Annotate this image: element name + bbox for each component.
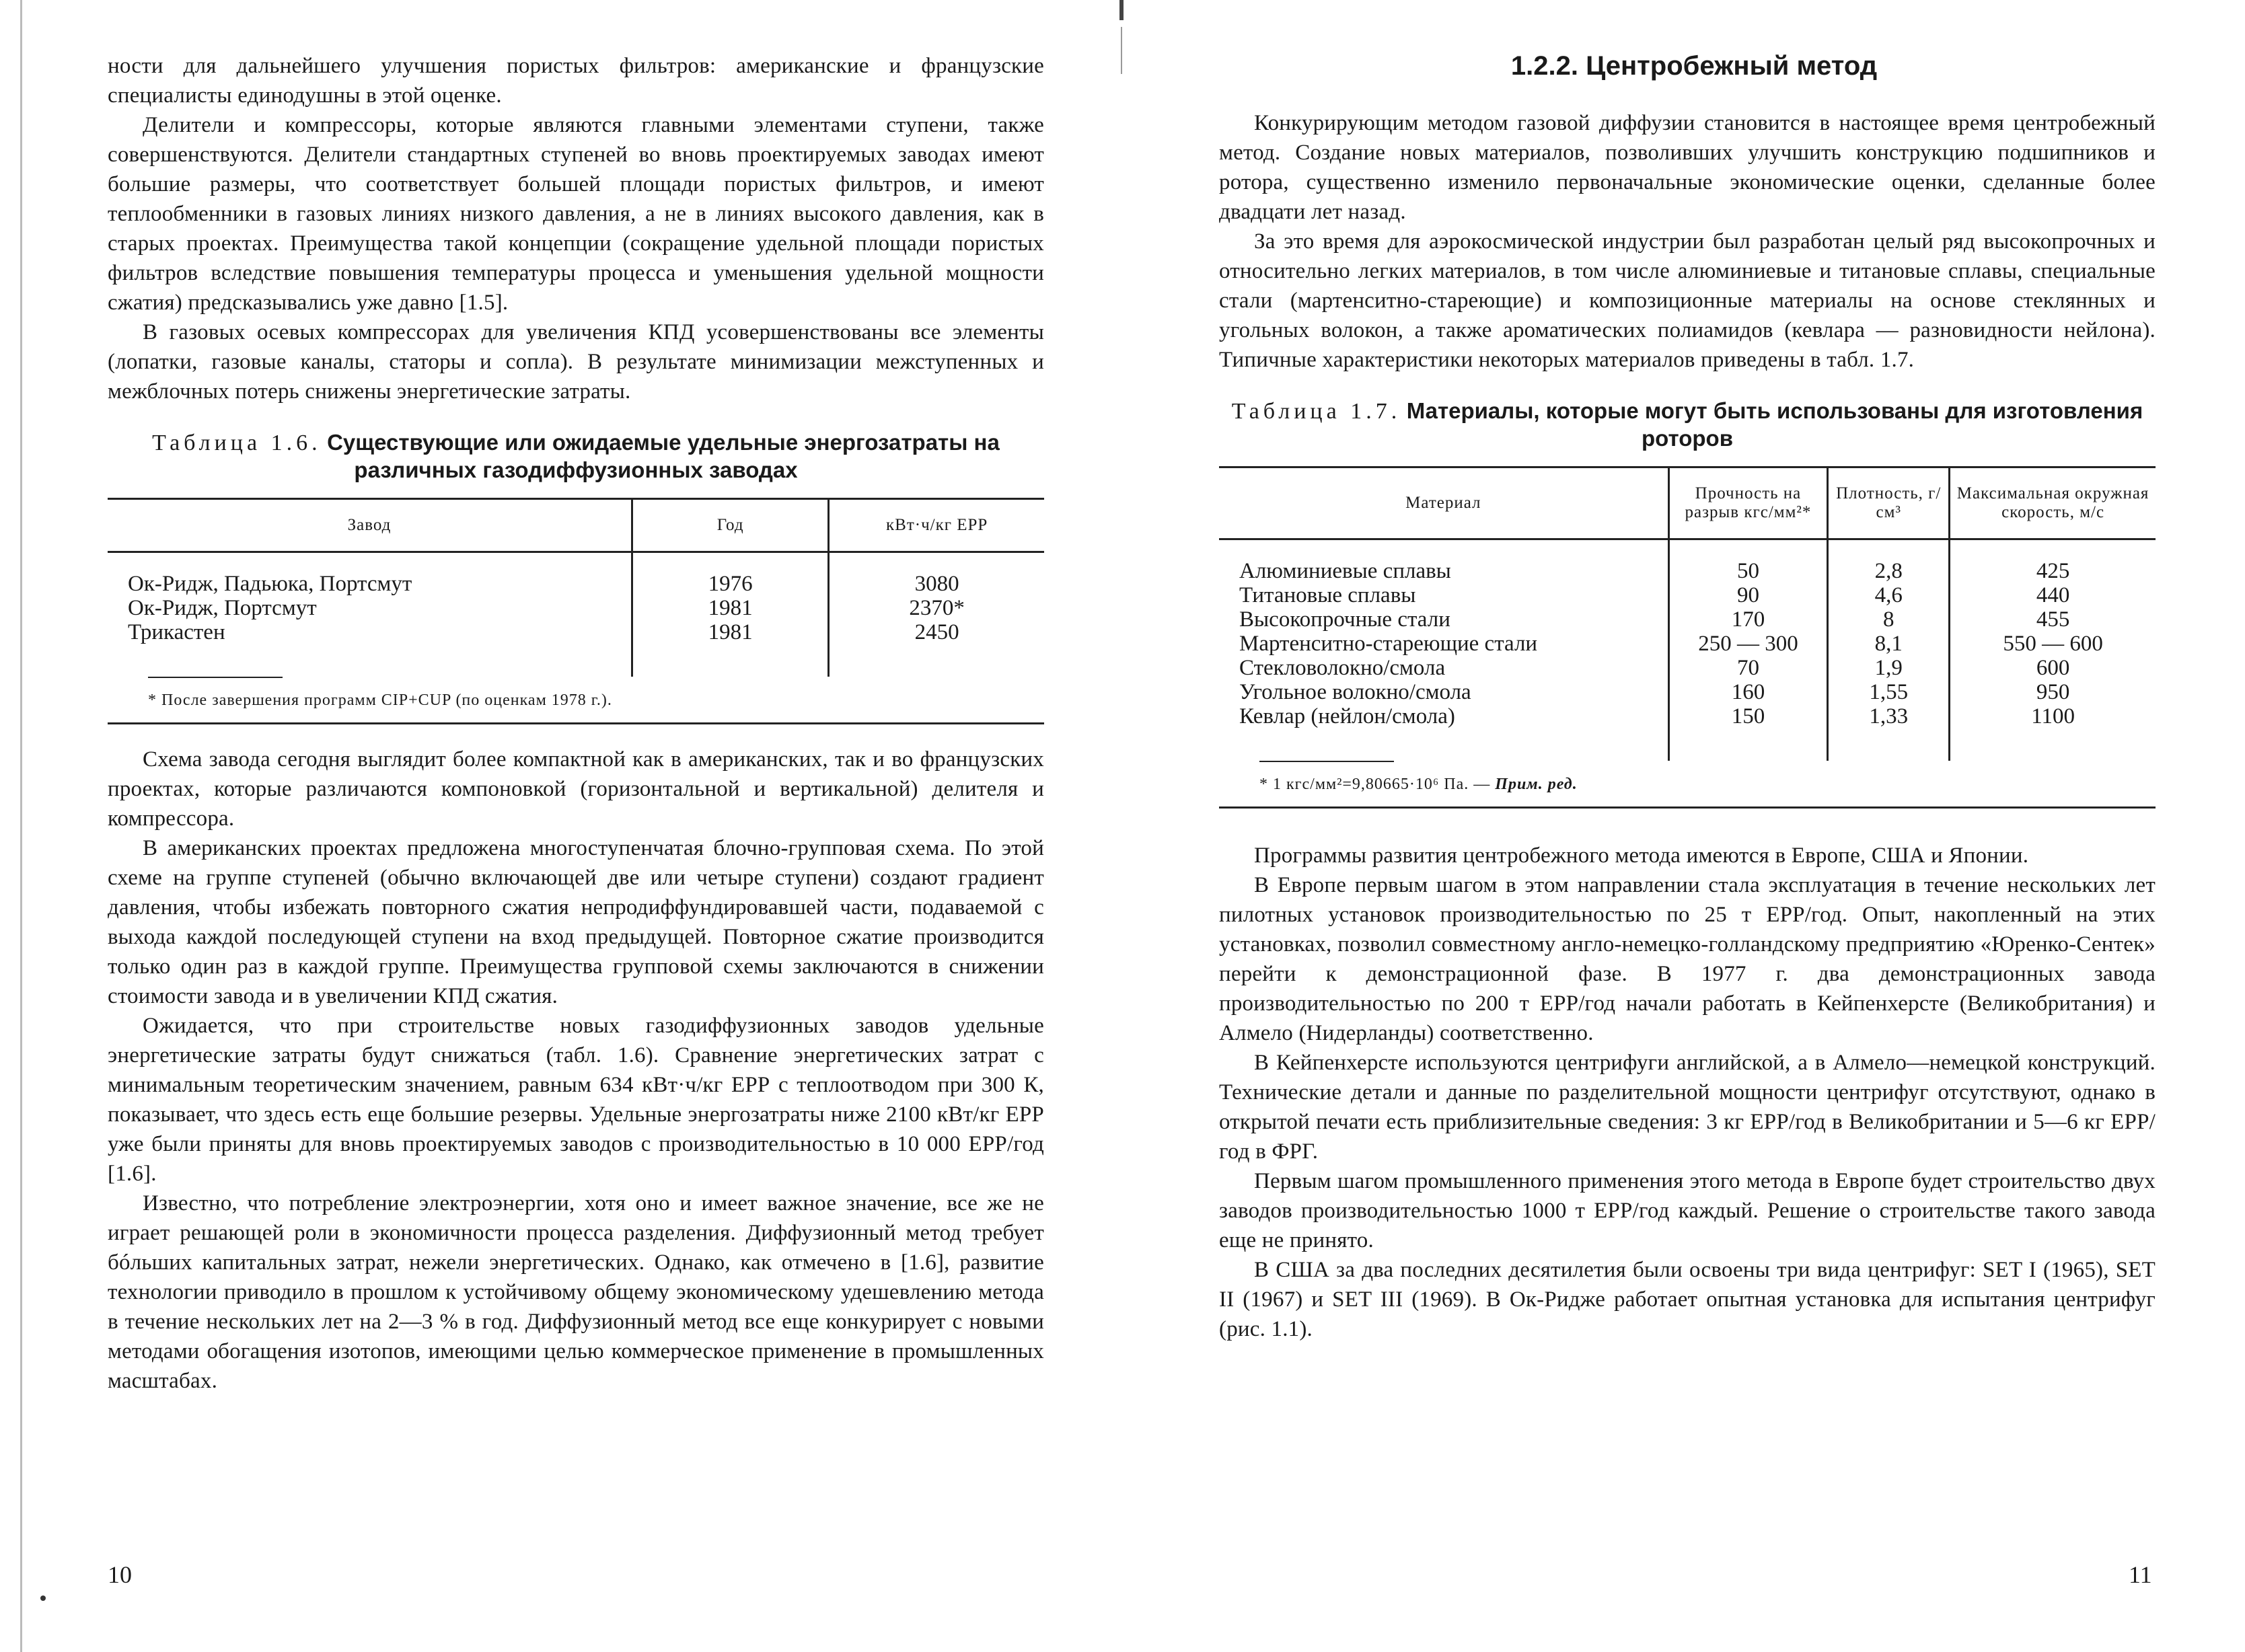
page-number: 11 <box>2129 1561 2152 1588</box>
table-footnote: * После завершения программ CIP+CUP (по оценкам 1978 г.). <box>148 691 612 709</box>
table-cell: 440 <box>1950 583 2156 607</box>
table-row <box>108 552 1044 597</box>
table-row <box>1219 539 2156 584</box>
table-cell: 1981 <box>632 596 829 620</box>
table-cell: Титановые сплавы <box>1239 583 1416 607</box>
table-row <box>1219 680 2156 704</box>
table-cell: 1,33 <box>1828 704 1950 761</box>
table-cell: 425 <box>1950 539 2156 584</box>
footnote-rule <box>148 677 283 678</box>
table-title: Материалы, которые могут быть использованы для изготовления роторов <box>1406 398 2143 451</box>
table-cell: 1,9 <box>1828 656 1950 680</box>
table-cell: Алюминиевые сплавы <box>1239 559 1451 583</box>
table-cell: 4,6 <box>1828 583 1950 607</box>
table-header-row <box>1219 467 2156 539</box>
table-cell: Ок-Ридж, Падьюка, Портсмут <box>128 572 412 596</box>
paragraph: Первым шагом промышленного применения этого метода в Европе будет строительство двух заводов производительностью 1000 т ЕРР/год каждый. Решение о строительстве такого завода еще не принято. <box>1219 1169 2156 1252</box>
paragraph: За это время для аэрокосмической индустрии был разработан целый ряд высокопрочных и относительно легких материалов, в том числе алюминиевые и титановые сплавы, специальные стали (мартенситно-стареющие) и композиционные материалы на основе стеклянных и угольных волокон, а также ароматических полиамидов (кевлара — разновидности нейлона). Типичные характеристики некоторых материалов приведены в табл. 1.7. <box>1219 229 2156 372</box>
table-bottom-rule <box>108 722 1044 724</box>
table-title: Существующие или ожидаемые удельные энергозатраты на различных газодиффузионных заводах <box>327 430 1000 482</box>
section-title: 1.2.2. Центробежный метод <box>1510 51 1878 81</box>
table-cell: Трикастен <box>128 620 225 644</box>
paragraph: Известно, что потребление электроэнергии, хотя оно и имеет важное значение, все же не играет решающей роли в экономичности процесса разделения. Диффузионный метод требует бóльших капитальных затрат, нежели энергетических. Однако, как отмечено в [1.6], развитие технологии приводило в прошлом к устойчивому общему экономическому удешевлению метода в течение нескольких лет на 2—3 % в год. Диффузионный метод все еще конкурирует с новыми методами обогащения изотопов, имеющими целью коммерческое применение в промышленных масштабах. <box>108 1191 1044 1393</box>
column-header: Материал <box>1219 467 1668 539</box>
left-page <box>0 0 1122 1652</box>
column-header: Год <box>632 499 829 552</box>
column-header: кВт·ч/кг ЕРР <box>829 499 1044 552</box>
page-number: 10 <box>108 1561 132 1588</box>
table-row <box>1219 607 2156 632</box>
paragraph: Схема завода сегодня выглядит более компактной как в американских, так и во французских проектах, которые различаются компоновкой (горизонтальной и вертикальной) делителя и компрессора. <box>108 747 1044 831</box>
table-cell: 1,55 <box>1828 680 1950 704</box>
column-header: Завод <box>108 499 632 552</box>
column-header: Максимальная окружная скорость, м/с <box>1950 467 2156 539</box>
table-label: Таблица 1.7. <box>1231 399 1401 424</box>
table-cell: 50 <box>1668 539 1828 584</box>
footnote-editor-note: Прим. ред. <box>1495 776 1578 793</box>
column-header: Прочность на разрыв кгс/мм²* <box>1668 467 1828 539</box>
materials-table <box>1219 466 2156 761</box>
table-cell: 550 — 600 <box>1950 632 2156 656</box>
table-cell: 455 <box>1950 607 2156 632</box>
table-cell: 150 <box>1668 704 1828 761</box>
table-cell: 8 <box>1828 607 1950 632</box>
paragraph: Конкурирующим методом газовой диффузии становится в настоящее время центробежный метод. Создание новых материалов, позволивших улучшить конструкцию подшипников и ротора, существенно изменило первоначальные экономические оценки, сделанные более двадцати лет назад. <box>1219 111 2156 224</box>
table-cell: 2370* <box>829 596 1044 620</box>
table-cell: 3080 <box>829 552 1044 597</box>
table-cell: 250 — 300 <box>1668 632 1828 656</box>
table-cell: Угольное волокно/смола <box>1239 680 1471 704</box>
table-cell: 600 <box>1950 656 2156 680</box>
table-row <box>1219 704 2156 761</box>
table-row <box>108 620 1044 677</box>
table-cell: 70 <box>1668 656 1828 680</box>
table-cell: 1981 <box>632 620 829 677</box>
table-header-row <box>108 499 1044 552</box>
left-column <box>108 51 1044 1396</box>
table-caption <box>1219 398 2156 453</box>
table-cell: Ок-Ридж, Портсмут <box>128 596 317 620</box>
table-label: Таблица 1.6. <box>152 430 322 455</box>
energy-table <box>108 498 1044 677</box>
paragraph: Программы развития центробежного метода имеются в Европе, США и Японии. <box>1254 843 2029 868</box>
table-row <box>1219 583 2156 607</box>
right-column <box>1219 51 2156 1344</box>
paragraph: В США за два последних десятилетия были освоены три вида центрифуг: SET I (1965), SET II (1967) и SET III (1969). В Ок-Ридже работает опытная установка для испытания центрифуг (рис. 1.1). <box>1219 1258 2156 1341</box>
table-cell: 2450 <box>829 620 1044 677</box>
table-cell: 2,8 <box>1828 539 1950 584</box>
table-row <box>1219 632 2156 656</box>
paragraph: В Кейпенхерсте используются центрифуги английской, а в Алмело—немецкой конструкций. Технические детали и данные по разделительной мощности центрифуг отсутствуют, однако в открытой печати есть приблизительные сведения: 3 кг ЕРР/год в Великобритании и 5—6 кг ЕРР/год в ФРГ. <box>1219 1051 2156 1164</box>
table-bottom-rule <box>1219 806 2156 809</box>
table-cell: 1976 <box>632 552 829 597</box>
table-cell: 160 <box>1668 680 1828 704</box>
table-cell: 170 <box>1668 607 1828 632</box>
table-cell: Кевлар (нейлон/смола) <box>1239 704 1455 728</box>
paragraph: Делители и компрессоры, которые являются главными элементами ступени, также совершенствуются. Делители стандартных ступеней во вновь проектируемых заводах имеют большие размеры, что соответствует большей площади пористых фильтров, и имеют теплообменники в газовых линиях низкого давления, а не в линиях высокого давления, как в старых проектах. Преимущества такой концепции (сокращение удельной площади пористых фильтров вследствие повышения температуры процесса и уменьшения удельной мощности сжатия) предсказывались уже давно [1.5]. <box>108 113 1044 315</box>
table-footnote <box>1259 774 2156 794</box>
footnote-text: * 1 кгс/мм²=9,80665·10⁶ Па. — <box>1259 776 1491 793</box>
paragraph: В Европе первым шагом в этом направлении стала эксплуатация в течение нескольких лет пилотных установок производительностью по 25 т ЕРР/год. Опыт, накопленный на этих установках, позволил совместному англо-немецко-голландскому предприятию «Юренко-Сентек» перейти к демонстрационной фазе. В 1977 г. два демонстрационных завода производительностью по 200 т ЕРР/год начали работать в Кейпенхерсте (Великобритания) и Алмело (Нидерланды) соответственно. <box>1219 873 2156 1045</box>
table-cell: 8,1 <box>1828 632 1950 656</box>
table-row <box>108 596 1044 620</box>
paragraph: Ожидается, что при строительстве новых газодиффузионных заводов удельные энергетические затраты будут снижаться (табл. 1.6). Сравнение энергетических затрат с минимальным теоретическим значением, равным 634 кВт·ч/кг ЕРР с теплоотводом при 300 К, показывает, что здесь есть еще большие резервы. Удельные энергозатраты ниже 2100 кВт/кг ЕРР уже были приняты для вновь проектируемых заводов с производительностью в 10 000 ЕРР/год [1.6]. <box>108 1014 1044 1186</box>
column-header: Плотность, г/см³ <box>1828 467 1950 539</box>
paragraph: В американских проектах предложена многоступенчатая блочно-групповая схема. По этой схеме на группе ступеней (обычно включающей две или четыре ступени) создают градиент давления, чтобы избежать повторного сжатия непродиффундировавшей части, подаваемой с выхода каждой последующей ступени на вход предыдущей. Повторное сжатие производится только один раз в каждой группе. Преимущества групповой схемы заключаются в снижении стоимости завода и в увеличении КПД сжатия. <box>108 836 1044 1008</box>
table-cell: Высокопрочные стали <box>1239 607 1450 632</box>
table-caption <box>108 429 1044 484</box>
table-cell: 950 <box>1950 680 2156 704</box>
table-cell: Стекловолокно/смола <box>1239 656 1446 680</box>
table-cell: Мартенситно-стареющие стали <box>1239 632 1538 656</box>
table-cell: 1100 <box>1950 704 2156 761</box>
table-row <box>1219 656 2156 680</box>
paragraph: ности для дальнейшего улучшения пористых фильтров: американские и французские специалисты единодушны в этой оценке. <box>108 54 1044 108</box>
footnote-rule <box>1259 761 1394 762</box>
table-cell: 90 <box>1668 583 1828 607</box>
paragraph: В газовых осевых компрессорах для увеличения КПД усовершенствованы все элементы (лопатки, газовые каналы, статоры и сопла). В результате минимизации межступенных и межблочных потерь снижены энергетические затраты. <box>108 320 1044 404</box>
